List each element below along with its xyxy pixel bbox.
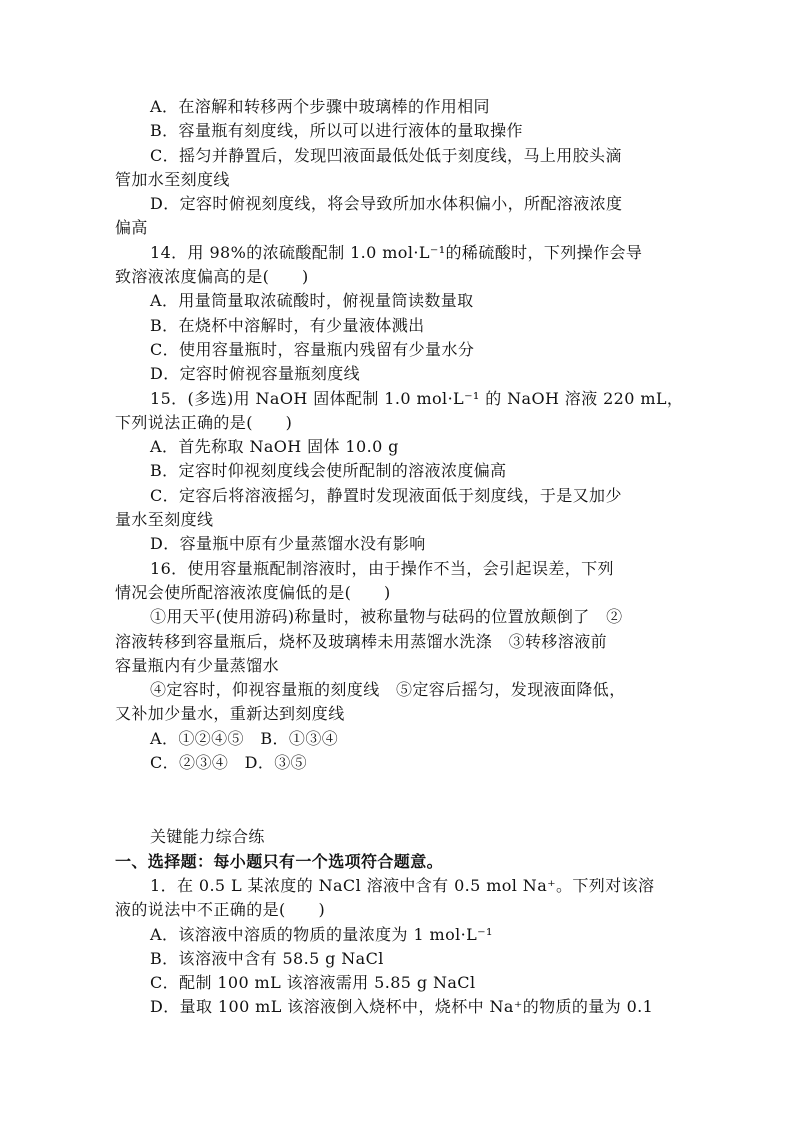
text-line: A．该溶液中溶质的物质的量浓度为 1 mol·L⁻¹ [150, 924, 493, 944]
text-line: D．定容时俯视刻度线，将会导致所加水体积偏小，所配溶液浓度 [150, 194, 623, 214]
text-line: 情况会使所配溶液浓度偏低的是( ) [115, 582, 391, 602]
text-line: 下列说法正确的是( ) [115, 412, 293, 432]
text-line: A．在溶解和转移两个步骤中玻璃棒的作用相同 [150, 97, 490, 116]
text-line: D．容量瓶中原有少量蒸馏水没有影响 [150, 534, 426, 554]
text-line: B．定容时仰视刻度线会使所配制的溶液浓度偏高 [150, 461, 507, 481]
section-gap [115, 775, 685, 825]
text-line: 偏高 [115, 218, 148, 238]
text-line: D．定容时俯视容量瓶刻度线 [150, 364, 361, 384]
section-title: 关键能力综合练 [150, 827, 265, 847]
text-line: C．定容后将溶液摇匀，静置时发现液面低于刻度线，于是又加少 [150, 485, 622, 505]
text-line: 液的说法中不正确的是( ) [115, 900, 326, 920]
text-line: C．②③④ D．③⑤ [150, 753, 308, 773]
text-line: D．量取 100 mL 该溶液倒入烧杯中，烧杯中 Na⁺的物质的量为 0.1 [150, 997, 654, 1017]
text-line: 16．使用容量瓶配制溶液时，由于操作不当，会引起误差，下列 [150, 558, 614, 578]
text-line: 量水至刻度线 [115, 510, 214, 530]
text-line: 14．用 98%的浓硫酸配制 1.0 mol·L⁻¹的稀硫酸时，下列操作会导 [150, 242, 643, 262]
text-line: 致溶液浓度偏高的是( ) [115, 267, 309, 287]
text-line: 容量瓶内有少量蒸馏水 [115, 655, 280, 675]
text-line: C．配制 100 mL 该溶液需用 5.85 g NaCl [150, 973, 476, 993]
text-line: ④定容时，仰视容量瓶的刻度线 ⑤定容后摇匀，发现液面降低， [150, 680, 626, 700]
text-line: A．①②④⑤ B．①③④ [150, 728, 339, 748]
text-line: C．摇匀并静置后，发现凹液面最低处低于刻度线，马上用胶头滴 [150, 145, 622, 165]
text-line: ①用天平(使用游码)称量时，被称量物与砝码的位置放颠倒了 ② [150, 607, 623, 627]
text-line: 溶液转移到容量瓶后，烧杯及玻璃棒未用蒸馏水洗涤 ③转移溶液前 [115, 631, 608, 651]
section-subtitle: 一、选择题：每小题只有一个选项符合题意。 [115, 851, 444, 871]
text-line: A．用量筒量取浓硫酸时，俯视量筒读数量取 [150, 291, 474, 311]
text-line: B．该溶液中含有 58.5 g NaCl [150, 948, 384, 968]
text-line: 15．(多选)用 NaOH 固体配制 1.0 mol·L⁻¹ 的 NaOH 溶液 220 mL， [150, 388, 684, 408]
text-line: 又补加少量水，重新达到刻度线 [115, 704, 345, 724]
text-line: B．容量瓶有刻度线，所以可以进行液体的量取操作 [150, 121, 523, 141]
question-block-13-16 [115, 95, 685, 775]
text-line: A．首先称取 NaOH 固体 10.0 g [150, 437, 399, 457]
text-line: 1．在 0.5 L 某浓度的 NaCl 溶液中含有 0.5 mol Na⁺。下列对该溶 [150, 875, 655, 895]
question-block-1 [115, 874, 685, 1020]
document-page [115, 95, 685, 1020]
text-line: B．在烧杯中溶解时，有少量液体溅出 [150, 315, 425, 335]
text-line: 管加水至刻度线 [115, 169, 230, 189]
text-line: C．使用容量瓶时，容量瓶内残留有少量水分 [150, 339, 475, 359]
